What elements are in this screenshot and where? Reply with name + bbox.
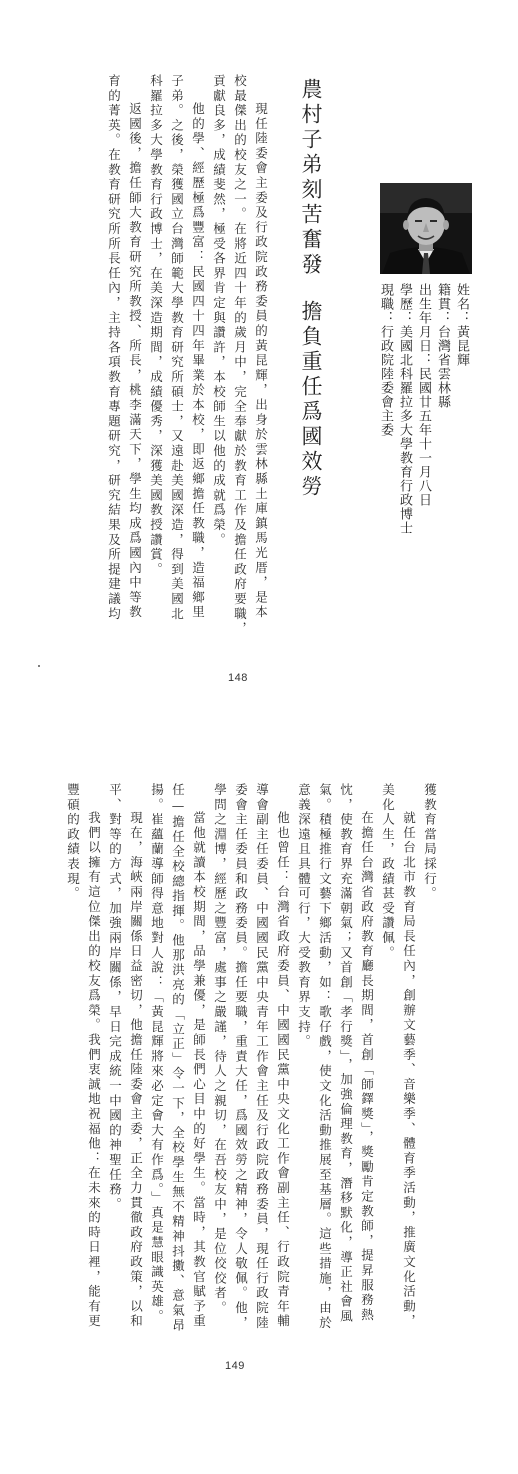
body-column: 平、對等的方式，加強兩岸關係，早日完成統一中國的神聖任務。 [107,783,123,1213]
article-title-part2: 擔負重任爲國效勞 [299,300,323,500]
body-column: 忱，使教育界充滿朝氣；又首創「孝行獎」，加強倫理教育，潛移默化，導正社會風 [338,783,354,1325]
body-column: 就任台北市教育局長任內，創辦文藝季、音樂季、體育季活動，推廣文化活動， [401,811,417,1329]
body-column: 在擔任台灣省政府教育廳長期間，首創「師鐸獎」，獎勵肯定教師，提昇服務熱 [359,811,375,1323]
page-number: 149 [225,1360,245,1372]
portrait-photo [380,183,472,274]
article-title [300,78,321,500]
body-column: 校最傑出的校友之一。在將近四十年的歲月中，完全奉獻於教育工作及擔任政府要職， [232,74,248,637]
body-column: 獲教育當局採行。 [422,783,438,902]
portrait-image [380,183,472,274]
profile-position: 現職：行政院陸委會主委 [378,283,393,437]
body-column: 子弟。之後，榮獲國立台灣師範大學教育研究所碩士，又遠赴美國深造，得到美國北 [169,74,185,622]
body-column: 育的菁英。在教育研究所所長任內，主持各項教育專題研究，研究結果及所提建議均 [106,74,122,622]
body-column: 揚。崔蘊蘭導師得意地對人說：「黃昆輝將來必定會大有作爲。」真是慧眼識英雄。 [149,783,165,1325]
profile-origin: 籍貫：台灣省雲林縣 [435,283,450,409]
profile-name: 姓名：黃昆輝 [454,283,469,367]
body-column: 導會副主任委員、中國國民黨中央青年工作會主任及行政院政務委員，現任行政院陸 [254,783,270,1331]
body-column: 美化人生，政績甚受讚佩。 [380,783,396,961]
body-column: 返國後，擔任師大教育研究所教授、所長，桃李滿天下，學生均成爲國內中等教 [127,102,143,620]
body-column: 我們以擁有這位傑出的校友爲榮。我們衷誠地祝福他：在未來的時日裡，能有更 [86,811,102,1329]
article-title-part1: 農村子弟刻苦奮發 [299,78,323,278]
body-column: 貢獻良多，成績斐然，極受各界肯定與讚許，本校師生以他的成就爲榮。 [211,74,227,548]
body-column: 任—擔任全校總指揮。他那洪亮的「立正」令一下，全校學生無不精神抖擻、意氣昂 [170,783,186,1334]
profile-birth: 出生年月日：民國廿五年十一月八日 [416,283,431,507]
body-column: 他的學、經歷極爲豐富：民國四十四年畢業於本校，即返鄉擔任教職，造福鄉里 [190,102,206,620]
page-number: 148 [228,672,248,684]
body-column: 意義深遠且具體可行，大受教育界支持。 [296,783,312,1050]
body-column: 他也曾任：台灣省政府委員、中國國民黨中央文化工作會副主任、行政院青年輔 [275,811,291,1329]
page-149 [0,737,518,1474]
body-column: 氣。積極推行文藝下鄉活動，如：歌仔戲，使文化活動推展至基層。這些措施，由於 [317,783,333,1331]
profile-education: 學歷：美國北科羅拉多大學教育行政博士 [397,283,412,535]
body-column: 豐碩的政績表現。 [65,783,81,902]
body-column: 科羅拉多大學教育行政博士，在美深造期間，成績優秀，深獲美國教授讚賞。 [148,74,164,578]
body-column: 現任陸委會主委及行政院政務委員的黃昆輝，出身於雲林縣土庫鎮馬光厝，是本 [253,102,269,620]
scan-speck [38,665,40,667]
body-column: 學問之淵博，經歷之豐富，處事之嚴謹，待人之親切，在吾校友中，是位佼佼者。 [212,783,228,1316]
body-column: 當他就讀本校期間，品學兼優，是師長們心目中的好學生。當時，其教官賦予重 [191,811,207,1329]
body-column: 委會主任委員和政務委員。擔任要職，重責大任，爲國效勞之精神，令人敬佩。他， [233,783,249,1331]
body-column: 現在，海峽兩岸關係日益密切，他擔任陸委會主委，正全力貫徹政府政策，以和 [128,811,144,1329]
